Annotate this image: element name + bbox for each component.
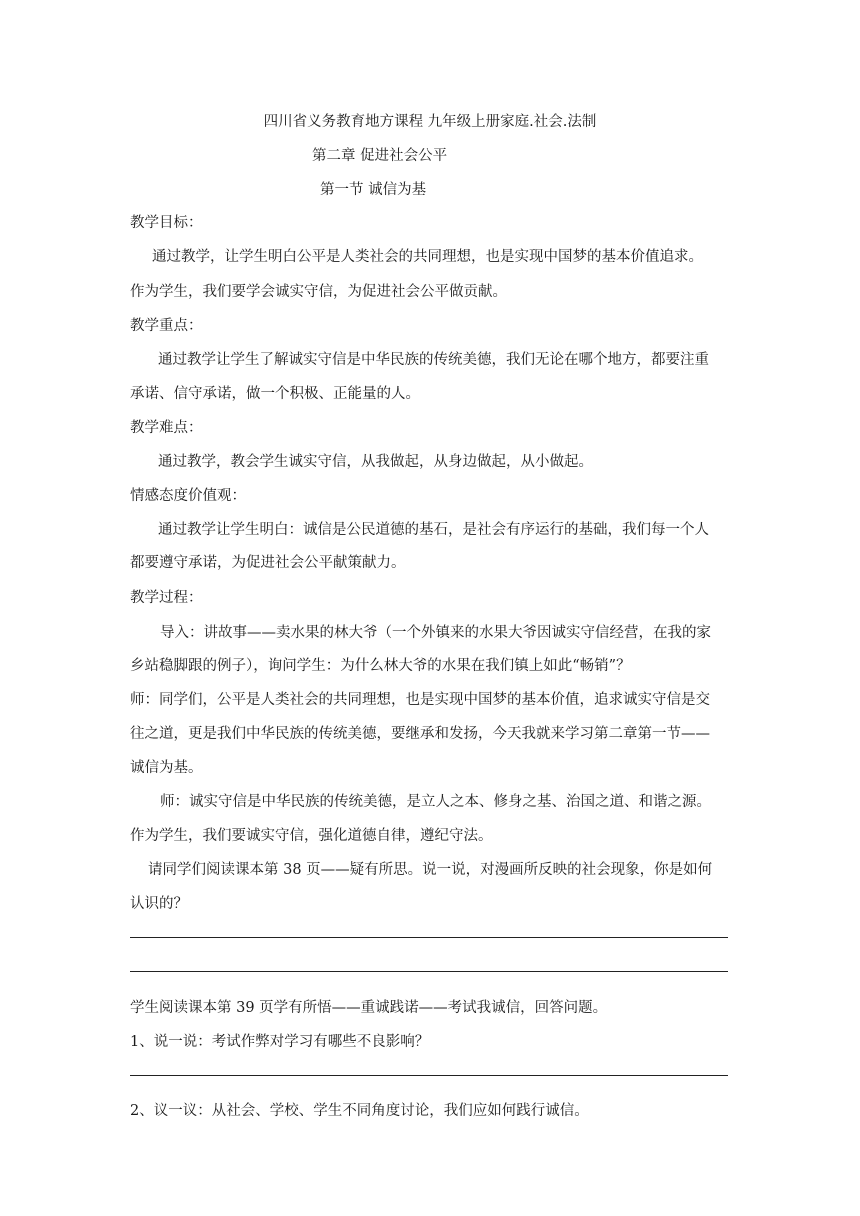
- chapter-title: 第二章 促进社会公平: [312, 148, 448, 164]
- process-intro-line: 乡站稳脚跟的例子），询问学生：为什么林大爷的水果在我们镇上如此“畅销”？: [130, 658, 631, 674]
- section-title: 第一节 诚信为基: [320, 182, 427, 198]
- key-points-line: 承诺、信守承诺，做一个积极、正能量的人。: [130, 386, 420, 402]
- objectives-heading: 教学目标：: [130, 215, 203, 231]
- teacher-remark-line: 往之道，更是我们中华民族的传统美德，要继承和发扬，今天我就来学习第二章第一节——: [130, 726, 710, 742]
- reading-instruction-line: 认识的？: [130, 896, 188, 912]
- objectives-line: 作为学生，我们要学会诚实守信，为促进社会公平做贡献。: [130, 284, 507, 300]
- reading-instruction-line: 学生阅读课本第 39 页学有所悟——重诚践诺——考试我诚信，回答问题。: [130, 1000, 608, 1016]
- teacher-remark-line: 诚信为基。: [130, 760, 203, 776]
- process-intro-line: 导入：讲故事——卖水果的林大爷（一个外镇来的水果大爷因诚实守信经营，在我的家: [160, 625, 711, 641]
- difficulties-heading: 教学难点：: [130, 420, 203, 436]
- values-heading: 情感态度价值观：: [130, 488, 246, 504]
- teacher-remark-line: 师：诚实守信是中华民族的传统美德，是立人之本、修身之基、治国之道、和谐之源。: [160, 794, 711, 810]
- answer-line: [130, 1075, 728, 1076]
- key-points-heading: 教学重点：: [130, 318, 203, 334]
- course-title: 四川省义务教育地方课程 九年级上册家庭.社会.法制: [263, 114, 597, 130]
- difficulties-line: 通过教学，教会学生诚实守信，从我做起，从身边做起，从小做起。: [158, 454, 593, 470]
- process-heading: 教学过程：: [130, 590, 203, 606]
- values-line: 都要遵守承诺，为促进社会公平献策献力。: [130, 555, 406, 571]
- teacher-remark-line: 作为学生，我们要诚实守信，强化道德自律，遵纪守法。: [130, 828, 493, 844]
- reading-instruction-line: 请同学们阅读课本第 38 页——疑有所思。说一说，对漫画所反映的社会现象，你是如何: [148, 862, 713, 878]
- answer-line: [130, 971, 728, 972]
- answer-line: [130, 937, 728, 938]
- question-1: 1、说一说：考试作弊对学习有哪些不良影响？: [130, 1034, 430, 1050]
- teacher-remark-line: 师：同学们，公平是人类社会的共同理想，也是实现中国梦的基本价值，追求诚实守信是交: [130, 692, 710, 708]
- values-line: 通过教学让学生明白：诚信是公民道德的基石，是社会有序运行的基础，我们每一个人: [158, 522, 709, 538]
- objectives-line: 通过教学，让学生明白公平是人类社会的共同理想，也是实现中国梦的基本价值追求。: [152, 249, 703, 265]
- question-2: 2、议一议：从社会、学校、学生不同角度讨论，我们应如何践行诚信。: [130, 1103, 589, 1119]
- key-points-line: 通过教学让学生了解诚实守信是中华民族的传统美德，我们无论在哪个地方，都要注重: [158, 352, 709, 368]
